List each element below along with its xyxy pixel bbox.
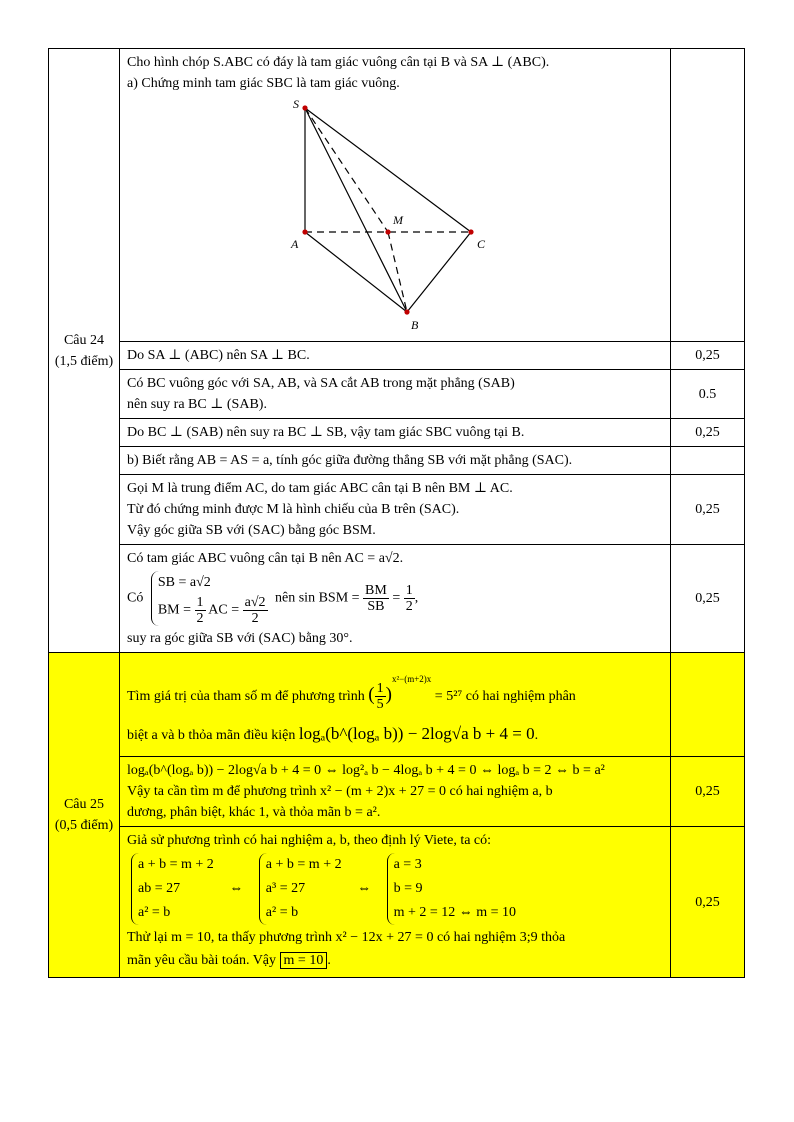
edge-SC	[305, 108, 471, 232]
q24-sys2-mid: AC =	[208, 602, 240, 618]
q25-points: (0,5 điểm)	[54, 818, 114, 833]
q25-step-1-line2: Vậy ta cần tìm m để phương trình x² − (m + 2)x + 27 = 0 có hai nghiệm a, b	[127, 784, 553, 799]
q24-step-b2	[120, 545, 671, 653]
q25-answer-box: m = 10	[280, 952, 328, 969]
q24-bm-den: SB	[367, 599, 385, 614]
q25-label-cell	[49, 653, 120, 978]
q24-score-b1: 0,25	[671, 475, 745, 545]
q24-sys-line2	[158, 595, 268, 626]
q25-check-line: Thử lại m = 10, ta thấy phương trình x² − 12x + 27 = 0 có hai nghiệm 3;9 thỏa	[127, 930, 566, 945]
q24-score-3: 0,25	[671, 419, 745, 447]
q24-step-b1	[120, 475, 671, 545]
q25-rhs: = 5²⁷	[434, 689, 463, 704]
q25-problem-post: có hai nghiệm phân	[465, 689, 576, 704]
edge-AB	[305, 232, 407, 312]
q25-sysC-1: a = 3	[393, 857, 422, 872]
q24-score-1: 0,25	[671, 342, 745, 370]
q24-co: Có	[127, 590, 144, 606]
q25-sysA-2: ab = 27	[138, 881, 181, 896]
label-M: M	[393, 213, 403, 227]
q24-step-1: Do SA ⊥ (ABC) nên SA ⊥ BC.	[120, 342, 671, 370]
q24-a-num: a√2	[244, 595, 266, 610]
q24-step-b1-line1: Gọi M là trung điểm AC, do tam giác ABC cân tại B nên BM ⊥ AC.	[127, 481, 513, 496]
pyramid-figure	[277, 100, 597, 332]
q24-step-b1-line2: Từ đó chứng minh được M là hình chiếu của B trên (SAC).	[127, 502, 460, 517]
q25-score-2: 0,25	[671, 827, 745, 978]
q24-part-b: b) Biết rằng AB = AS = a, tính góc giữa đường thẳng SB với mặt phẳng (SAC).	[120, 447, 671, 475]
edge-SB	[305, 108, 407, 312]
q25-problem-cell	[120, 653, 671, 757]
q25-system-a	[131, 853, 214, 925]
q24-problem-score	[671, 49, 745, 342]
q25-step-1-line3: dương, phân biệt, khác 1, và thỏa mãn b = a².	[127, 805, 381, 820]
q24-step-2-line1: Có BC vuông góc với SA, AB, và SA cắt AB trong mặt phẳng (SAB)	[127, 376, 515, 391]
q25-sysB-2: a³ = 27	[265, 881, 306, 896]
q24-system-brace	[151, 571, 268, 626]
q25-conclusion-post: .	[327, 953, 331, 968]
q24-score-b2: 0,25	[671, 545, 745, 653]
q24-bm-frac	[363, 583, 389, 614]
q24-a-den: 2	[251, 611, 259, 626]
q25-condition-formula: logₐ(b^(logₐ b)) − 2log√a b + 4 = 0	[298, 724, 535, 743]
point-M	[385, 229, 390, 234]
q25-problem-line2-pre: biệt a và b thỏa mãn điều kiện	[127, 728, 296, 743]
q24-points: (1,5 điểm)	[54, 353, 114, 369]
q25-score-1: 0,25	[671, 757, 745, 827]
q25-arrow-2: ⇔	[357, 881, 372, 897]
point-S	[302, 105, 307, 110]
q24-part-a: a) Chứng minh tam giác SBC là tam giác vuông.	[127, 76, 400, 91]
q24-problem-cell	[120, 49, 671, 342]
q24-so-pre: nên sin BSM =	[275, 590, 360, 606]
q25-step-2	[120, 827, 671, 978]
q25-system-c	[387, 853, 516, 925]
q25-paren-close: )	[385, 684, 392, 705]
q25-exponent: x²−(m+2)x	[391, 674, 432, 684]
q24-step-b2-system: Có SB = a√2 BM = $\frac{1}{2}$ AC = $\frac{a√2}{2}$ nên sin BSM = $\frac{BM}{SB}$ = $\frac{1}{2}$ ,	[127, 571, 663, 626]
q25-problem-line2: biệt a và b thỏa mãn điều kiện logₐ(b^(logₐ b)) − 2log√a b + 4 = 0.	[127, 724, 539, 743]
q24-half-den: 2	[196, 611, 204, 626]
q24-step-3: Do BC ⊥ (SAB) nên suy ra BC ⊥ SB, vậy tam giác SBC vuông tại B.	[120, 419, 671, 447]
q25-sysB-3: a² = b	[265, 905, 299, 920]
label-B: B	[411, 318, 419, 332]
label-C: C	[477, 237, 486, 251]
q25-problem-score	[671, 653, 745, 757]
edge-SM	[305, 108, 388, 232]
answer-table	[48, 48, 745, 978]
q25-arrow-1: ⇔	[229, 881, 244, 897]
q25-sysA-1: a + b = m + 2	[138, 857, 214, 872]
q24-a-frac	[243, 595, 268, 626]
q24-step-b2-line1: Có tam giác ABC vuông cân tại B nên AC = a√2.	[127, 551, 404, 566]
label-S: S	[293, 100, 299, 111]
q24-part-b-score	[671, 447, 745, 475]
q25-problem-line1	[127, 659, 663, 717]
q25-sysC-3: m + 2 = 12 ⇔ m = 10	[393, 905, 517, 920]
point-B	[404, 309, 409, 314]
q24-step-2-line2: nên suy ra BC ⊥ (SAB).	[127, 397, 267, 412]
point-A	[302, 229, 307, 234]
q24-step-b1-line3: Vậy góc giữa SB với (SAC) bằng góc BSM.	[127, 523, 376, 538]
q25-conclusion-pre: mãn yêu cầu bài toán. Vậy	[127, 953, 277, 968]
edge-CB	[407, 232, 471, 312]
q24-sys2-pre: BM =	[157, 602, 192, 618]
q24-step-b2-line3: suy ra góc giữa SB với (SAC) bằng 30°.	[127, 631, 353, 646]
q24-label-cell	[49, 49, 120, 653]
q25-base-den: 5	[376, 697, 384, 713]
q24-half-frac	[195, 595, 206, 626]
q24-label: Câu 24	[63, 332, 105, 348]
q25-sysB-1: a + b = m + 2	[265, 857, 342, 872]
q25-step-1	[120, 757, 671, 827]
q24-problem: Cho hình chóp S.ABC có đáy là tam giác vuông cân tại B và SA ⊥ (ABC).	[127, 55, 550, 70]
q24-sys-line1: SB = a√2	[157, 575, 211, 590]
q25-sysC-2: b = 9	[393, 881, 423, 896]
q24-half-num: 1	[196, 595, 204, 610]
q25-step-1-line1: logₐ(b^(logₐ b)) − 2log√a b + 4 = 0 ⇔ log²ₐ b − 4logₐ b + 4 = 0 ⇔ logₐ b = 2 ⇔ b = a²	[127, 763, 605, 778]
q25-sysA-3: a² = b	[138, 905, 171, 920]
q25-systems	[127, 853, 663, 925]
q25-step-2-line1: Giả sử phương trình có hai nghiệm a, b, theo định lý Viete, ta có:	[127, 833, 492, 848]
q24-score-2: 0.5	[671, 370, 745, 419]
q25-base-num: 1	[376, 681, 384, 697]
q24-oh-den: 2	[405, 599, 413, 614]
label-A: A	[291, 237, 299, 251]
q24-step-2	[120, 370, 671, 419]
point-C	[468, 229, 473, 234]
q24-one-half-frac	[404, 583, 415, 614]
q25-system-b	[259, 853, 342, 925]
q25-label: Câu 25	[63, 797, 105, 812]
q25-paren-open: (	[368, 684, 375, 705]
q25-problem-pre: Tìm giá trị của tham số m để phương trình	[127, 689, 365, 704]
q25-conclusion	[127, 948, 663, 974]
q24-oh-num: 1	[405, 583, 413, 598]
q24-bm-num: BM	[365, 583, 387, 598]
q25-base-frac	[375, 681, 386, 712]
